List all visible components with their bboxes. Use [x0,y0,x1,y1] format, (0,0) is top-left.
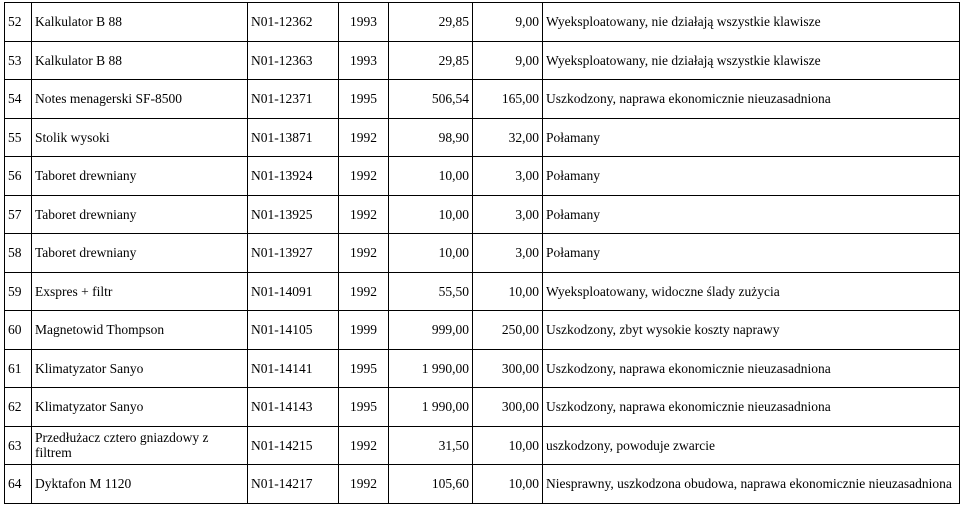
current-value-cell: 3,00 [473,157,543,196]
row-number-cell: 53 [5,41,32,80]
initial-value-cell: 29,85 [389,3,473,42]
condition-description-cell: Połamany [543,118,960,157]
row-number-cell: 63 [5,426,32,465]
inventory-table [4,2,960,504]
row-number-cell: 59 [5,272,32,311]
current-value-cell: 165,00 [473,80,543,119]
current-value-cell: 3,00 [473,234,543,273]
inventory-number-cell: N01-13927 [248,234,339,273]
initial-value-cell: 1 990,00 [389,388,473,427]
initial-value-cell: 10,00 [389,195,473,234]
condition-description-cell: Niesprawny, uszkodzona obudowa, naprawa ekonomicznie nieuzasadniona [543,465,960,504]
item-name-cell: Notes menagerski SF-8500 [32,80,248,119]
acquisition-year-cell: 1992 [339,195,389,234]
acquisition-year-cell: 1992 [339,465,389,504]
condition-description-cell: Uszkodzony, zbyt wysokie koszty naprawy [543,311,960,350]
acquisition-year-cell: 1992 [339,426,389,465]
inventory-number-cell: N01-13924 [248,157,339,196]
condition-description-cell: Połamany [543,157,960,196]
item-name-cell: Klimatyzator Sanyo [32,349,248,388]
current-value-cell: 10,00 [473,272,543,311]
table-row [5,41,960,80]
acquisition-year-cell: 1999 [339,311,389,350]
table-row [5,426,960,465]
row-number-cell: 58 [5,234,32,273]
current-value-cell: 10,00 [473,465,543,504]
current-value-cell: 250,00 [473,311,543,350]
acquisition-year-cell: 1992 [339,234,389,273]
acquisition-year-cell: 1992 [339,157,389,196]
table-row [5,3,960,42]
row-number-cell: 57 [5,195,32,234]
table-row [5,234,960,273]
acquisition-year-cell: 1995 [339,388,389,427]
item-name-cell: Kalkulator B 88 [32,3,248,42]
initial-value-cell: 98,90 [389,118,473,157]
table-row [5,80,960,119]
item-name-cell: Przedłużacz cztero gniazdowy z filtrem [32,426,248,465]
acquisition-year-cell: 1993 [339,3,389,42]
condition-description-cell: Połamany [543,195,960,234]
inventory-number-cell: N01-14105 [248,311,339,350]
inventory-number-cell: N01-14143 [248,388,339,427]
inventory-number-cell: N01-14217 [248,465,339,504]
current-value-cell: 3,00 [473,195,543,234]
acquisition-year-cell: 1995 [339,349,389,388]
condition-description-cell: Uszkodzony, naprawa ekonomicznie nieuzasadniona [543,80,960,119]
current-value-cell: 32,00 [473,118,543,157]
initial-value-cell: 29,85 [389,41,473,80]
inventory-number-cell: N01-12362 [248,3,339,42]
item-name-cell: Dyktafon M 1120 [32,465,248,504]
inventory-number-cell: N01-12363 [248,41,339,80]
inventory-number-cell: N01-14215 [248,426,339,465]
inventory-number-cell: N01-12371 [248,80,339,119]
item-name-cell: Klimatyzator Sanyo [32,388,248,427]
inventory-number-cell: N01-14091 [248,272,339,311]
table-body [5,3,960,504]
item-name-cell: Taboret drewniany [32,234,248,273]
current-value-cell: 10,00 [473,426,543,465]
table-row [5,388,960,427]
item-name-cell: Stolik wysoki [32,118,248,157]
condition-description-cell: Uszkodzony, naprawa ekonomicznie nieuzasadniona [543,388,960,427]
acquisition-year-cell: 1992 [339,272,389,311]
initial-value-cell: 31,50 [389,426,473,465]
condition-description-cell: uszkodzony, powoduje zwarcie [543,426,960,465]
item-name-cell: Kalkulator B 88 [32,41,248,80]
row-number-cell: 52 [5,3,32,42]
inventory-number-cell: N01-13871 [248,118,339,157]
table-row [5,465,960,504]
table-row [5,118,960,157]
condition-description-cell: Uszkodzony, naprawa ekonomicznie nieuzasadniona [543,349,960,388]
table-row [5,272,960,311]
item-name-cell: Taboret drewniany [32,157,248,196]
row-number-cell: 54 [5,80,32,119]
table-row [5,157,960,196]
inventory-number-cell: N01-13925 [248,195,339,234]
initial-value-cell: 999,00 [389,311,473,350]
row-number-cell: 56 [5,157,32,196]
initial-value-cell: 1 990,00 [389,349,473,388]
acquisition-year-cell: 1995 [339,80,389,119]
condition-description-cell: Wyeksploatowany, widoczne ślady zużycia [543,272,960,311]
row-number-cell: 62 [5,388,32,427]
row-number-cell: 60 [5,311,32,350]
item-name-cell: Taboret drewniany [32,195,248,234]
current-value-cell: 300,00 [473,388,543,427]
row-number-cell: 55 [5,118,32,157]
table-row [5,349,960,388]
condition-description-cell: Wyeksploatowany, nie działają wszystkie klawisze [543,41,960,80]
current-value-cell: 9,00 [473,41,543,80]
condition-description-cell: Połamany [543,234,960,273]
table-row [5,311,960,350]
initial-value-cell: 506,54 [389,80,473,119]
initial-value-cell: 10,00 [389,234,473,273]
row-number-cell: 64 [5,465,32,504]
condition-description-cell: Wyeksploatowany, nie działają wszystkie klawisze [543,3,960,42]
acquisition-year-cell: 1993 [339,41,389,80]
initial-value-cell: 105,60 [389,465,473,504]
inventory-number-cell: N01-14141 [248,349,339,388]
initial-value-cell: 55,50 [389,272,473,311]
initial-value-cell: 10,00 [389,157,473,196]
current-value-cell: 9,00 [473,3,543,42]
item-name-cell: Exspres + filtr [32,272,248,311]
row-number-cell: 61 [5,349,32,388]
table-row [5,195,960,234]
item-name-cell: Magnetowid Thompson [32,311,248,350]
current-value-cell: 300,00 [473,349,543,388]
acquisition-year-cell: 1992 [339,118,389,157]
